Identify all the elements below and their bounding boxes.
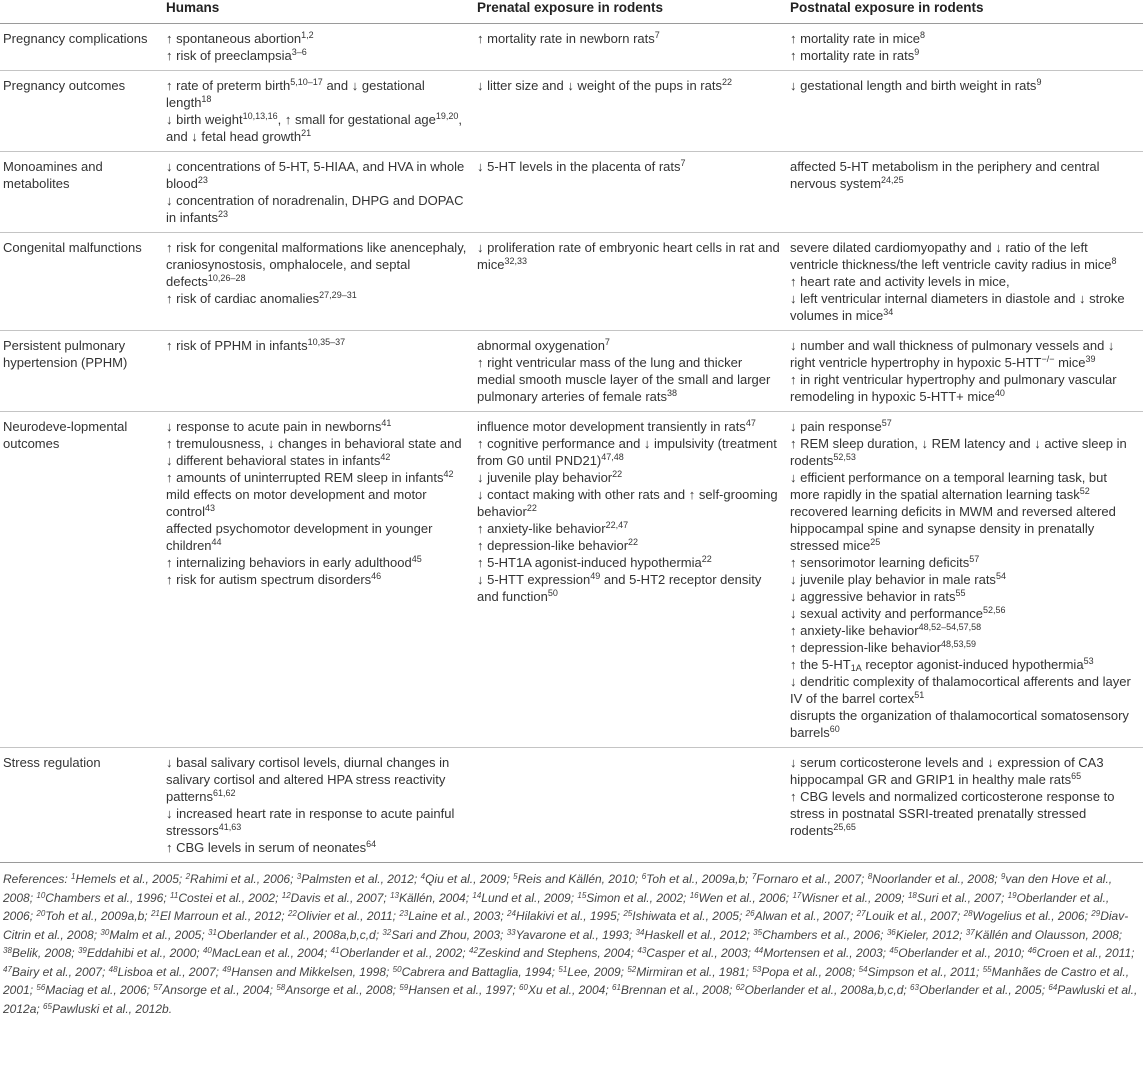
- reference-item: Pawluski et al., 2012b.: [51, 1001, 173, 1016]
- cell-humans: [162, 152, 473, 233]
- reference-item: Simon et al., 2002;: [586, 890, 687, 905]
- table-row: [0, 152, 1143, 233]
- cell-line: ↓ serum corticosterone levels and ↓ expression of CA3 hippocampal GR and GRIP1 in healthy male rats$^{65}$: [790, 755, 1104, 787]
- cell-postnatal: [786, 233, 1143, 331]
- table-row: [0, 233, 1143, 331]
- table-row: [0, 24, 1143, 71]
- cell-postnatal: [786, 24, 1143, 71]
- cell-line: ↑ CBG levels in serum of neonates$^{64}$: [166, 839, 377, 855]
- reference-item: Lee, 2009;: [567, 964, 624, 979]
- row-label: Neurodeve-lopmental outcomes: [0, 412, 162, 748]
- reference-item: Oberlander et al., 2005;: [918, 983, 1046, 997]
- reference-item: Källén, 2004;: [398, 890, 470, 905]
- cell-line: ↑ REM sleep duration, ↓ REM latency and ↓ active sleep in rodents$^{52,53}$: [790, 436, 1127, 468]
- row-label: Pregnancy complications: [0, 24, 162, 71]
- row-label: Pregnancy outcomes: [0, 71, 162, 152]
- cell-line: ↓ basal salivary cortisol levels, diurnal changes in salivary cortisol and altered HPA stress reactivity patterns$^{61,62}$: [166, 755, 450, 804]
- row-label: Monoamines and metabolites: [0, 152, 162, 233]
- cell-line: ↑ risk for congenital malformations like anencephaly, craniosynostosis, omphalocele, and septal defects$^{10,26-28}$: [166, 240, 467, 289]
- reference-item: Xu et al., 2004;: [527, 983, 609, 997]
- cell-line: ↑ risk for autism spectrum disorders$^{46}$: [166, 571, 382, 587]
- reference-item: Simpson et al., 2011;: [867, 964, 980, 979]
- reference-item: Suri et al., 2007;: [916, 890, 1005, 905]
- reference-item: Rahimi et al., 2006;: [190, 872, 294, 886]
- reference-item: Maciag et al., 2006;: [45, 983, 151, 997]
- cell-postnatal: [786, 331, 1143, 412]
- reference-item: Palmsten et al., 2012;: [301, 872, 418, 886]
- cell-prenatal: [473, 71, 786, 152]
- reference-item: Ishiwata et al., 2005;: [632, 909, 743, 923]
- cell-line: ↓ concentrations of 5-HT, 5-HIAA, and HVA in whole blood$^{23}$: [166, 159, 465, 191]
- row-label: Stress regulation: [0, 748, 162, 863]
- cell-line: affected psychomotor development in younger children$^{44}$: [166, 521, 433, 553]
- header-postnatal: Postnatal exposure in rodents: [786, 0, 1143, 24]
- reference-item: Chambers et al., 2006;: [762, 927, 884, 942]
- cell-line: ↓ efficient performance on a temporal learning task, but more rapidly in the spatial alternation learning task$^{52}$: [790, 470, 1107, 502]
- reference-item: Davis et al., 2007;: [290, 890, 387, 905]
- cell-humans: [162, 233, 473, 331]
- cell-line: ↓ sexual activity and performance$^{52,56}$: [790, 605, 1006, 621]
- cell-line: ↓ 5-HTT expression$^{49}$ and 5-HT2 receptor density and function$^{50}$: [477, 571, 762, 604]
- reference-item: Oberlander et al., 2008a,b,c,d;: [216, 927, 380, 942]
- reference-item: Alwan et al., 2007;: [754, 909, 854, 923]
- reference-item: Casper et al., 2003;: [646, 946, 752, 960]
- reference-item: Manhães de Castro et al., 2001;: [3, 964, 1130, 997]
- reference-item: Qiu et al., 2009;: [425, 872, 510, 886]
- cell-line: ↑ mortality rate in mice$^8$: [790, 30, 926, 46]
- cell-line: ↓ juvenile play behavior$^{22}$: [477, 469, 623, 485]
- header-empty: [0, 0, 162, 24]
- cell-line: ↑ CBG levels and normalized corticosterone response to stress in postnatal SSRI-treated prenatally stressed rodents$^{25,65}$: [790, 789, 1115, 838]
- reference-item: Bairy et al., 2007;: [11, 964, 106, 979]
- reference-item: Toh et al., 2009a,b;: [45, 909, 148, 923]
- cell-line: ↑ rate of preterm birth$^{5,10-17}$ and ↓ gestational length$^{18}$: [166, 77, 425, 110]
- reference-item: Sari and Zhou, 2003;: [391, 927, 504, 942]
- cell-line: ↑ sensorimotor learning deficits$^{57}$: [790, 554, 980, 570]
- reference-item: Malm et al., 2005;: [109, 927, 205, 942]
- reference-item: Popa et al., 2008;: [761, 964, 856, 979]
- cell-humans: [162, 71, 473, 152]
- cell-line: ↓ 5-HT levels in the placenta of rats$^7$: [477, 158, 686, 174]
- cell-prenatal: [473, 748, 786, 863]
- cell-line: disrupts the organization of thalamocortical somatosensory barrels$^{60}$: [790, 708, 1129, 740]
- cell-line: recovered learning deficits in MWM and reversed altered hippocampal spine and synapse density in prenatally stressed mice$^{25}$: [790, 504, 1116, 553]
- table-row: [0, 71, 1143, 152]
- reference-item: El Marroun et al., 2012;: [159, 909, 285, 923]
- reference-item: Diav-Citrin et al., 2008;: [3, 909, 1129, 942]
- reference-item: Hansen et al., 1997;: [408, 983, 516, 997]
- reference-item: Fornaro et al., 2007;: [756, 872, 865, 886]
- reference-item: Brennan et al., 2008;: [620, 983, 733, 997]
- cell-line: ↑ risk of preeclampsia$^{3-6}$: [166, 47, 307, 63]
- cell-line: severe dilated cardiomyopathy and ↓ ratio of the left ventricle thickness/the left ventricle cavity radius in mice$^8$: [790, 240, 1117, 272]
- reference-item: Hilakivi et al., 1995;: [515, 909, 620, 923]
- reference-item: Louik et al., 2007;: [865, 909, 961, 923]
- reference-item: Croen et al., 2011;: [1036, 946, 1135, 960]
- reference-item: Hemels et al., 2005;: [75, 872, 183, 886]
- cell-line: ↓ birth weight$^{10,13,16}$, ↑ small for gestational age$^{19,20}$, and ↓ fetal head growth$^{21}$: [166, 111, 463, 144]
- cell-postnatal: [786, 152, 1143, 233]
- cell-line: ↑ internalizing behaviors in early adulthood$^{45}$: [166, 554, 422, 570]
- cell-line: affected 5-HT metabolism in the periphery and central nervous system$^{24,25}$: [790, 159, 1100, 191]
- cell-line: ↑ risk of cardiac anomalies$^{27,29-31}$: [166, 290, 357, 306]
- cell-line: ↓ increased heart rate in response to acute painful stressors$^{41,63}$: [166, 806, 455, 838]
- cell-line: ↑ 5-HT1A agonist-induced hypothermia$^{22}$: [477, 554, 712, 570]
- cell-humans: [162, 24, 473, 71]
- cell-line: ↑ mortality rate in newborn rats$^7$: [477, 30, 660, 46]
- cell-line: ↑ in right ventricular hypertrophy and pulmonary vascular remodeling in hypoxic 5-HTT+ mice$^{40}$: [790, 372, 1117, 404]
- reference-item: Oberlander et al., 2006;: [3, 890, 1110, 923]
- cell-prenatal: [473, 152, 786, 233]
- cell-line: ↓ aggressive behavior in rats$^{55}$: [790, 588, 966, 604]
- reference-item: Yavarone et al., 1993;: [515, 927, 633, 942]
- cell-line: abnormal oxygenation$^7$: [477, 337, 610, 353]
- cell-line: ↑ risk of PPHM in infants$^{10,35-37}$: [166, 337, 346, 353]
- cell-prenatal: [473, 412, 786, 748]
- row-label: Persistent pulmonary hypertension (PPHM): [0, 331, 162, 412]
- reference-item: Wogelius et al., 2006;: [972, 909, 1088, 923]
- cell-line: ↓ response to acute pain in newborns$^{41}$: [166, 418, 392, 434]
- cell-line: ↑ cognitive performance and ↓ impulsivity (treatment from G0 until PND21)$^{47,48}$: [477, 436, 777, 468]
- reference-item: Pawluski et al., 2012a;: [3, 983, 1138, 1016]
- cell-humans: [162, 331, 473, 412]
- reference-item: Mortensen et al., 2003;: [763, 946, 887, 960]
- table-body: [0, 24, 1143, 863]
- reference-item: Laine et al., 2003;: [408, 909, 504, 923]
- cell-line: ↑ anxiety-like behavior$^{48,52-54,57,58}$: [790, 622, 982, 638]
- reference-item: Oberlander et al., 2008a,b,c,d;: [744, 983, 907, 997]
- reference-item: Hansen and Mikkelsen, 1998;: [231, 964, 390, 979]
- reference-item: Olivier et al., 2011;: [296, 909, 396, 923]
- cell-line: influence motor development transiently in rats$^{47}$: [477, 418, 756, 434]
- cell-line: ↓ proliferation rate of embryonic heart cells in rat and mice$^{32,33}$: [477, 240, 780, 272]
- reference-item: Wisner et al., 2009;: [801, 890, 905, 905]
- references-lead: References:: [3, 872, 68, 886]
- reference-item: Costei et al., 2002;: [178, 890, 279, 905]
- cell-line: ↓ dendritic complexity of thalamocortical afferents and layer IV of the barrel cortex$^{51}$: [790, 674, 1131, 706]
- cell-line: ↓ left ventricular internal diameters in diastole and ↓ stroke volumes in mice$^{34}$: [790, 291, 1125, 323]
- cell-line: ↓ litter size and ↓ weight of the pups in rats$^{22}$: [477, 77, 732, 93]
- reference-item: Ansorge et al., 2004;: [162, 983, 274, 997]
- table-row: [0, 412, 1143, 748]
- cell-line: ↑ depression-like behavior$^{48,53,59}$: [790, 639, 977, 655]
- reference-item: Lund et al., 2009;: [481, 890, 575, 905]
- reference-item: Kieler, 2012;: [895, 927, 963, 942]
- cell-line: ↑ depression-like behavior$^{22}$: [477, 537, 639, 553]
- table-row: [0, 748, 1143, 863]
- cell-line: ↑ the $5-HT_{1A}$ receptor agonist-induced hypothermia$^{53}$: [790, 656, 1094, 673]
- cell-postnatal: [786, 412, 1143, 748]
- reference-item: Oberlander et al., 2002;: [339, 946, 466, 960]
- reference-item: Oberlander et al., 2010;: [898, 946, 1025, 960]
- cell-line: ↑ spontaneous abortion$^{1,2}$: [166, 30, 314, 46]
- reference-item: Lisboa et al., 2007;: [117, 964, 219, 979]
- cell-line: ↓ contact making with other rats and ↑ self-grooming behavior$^{22}$: [477, 487, 778, 519]
- cell-line: ↑ amounts of uninterrupted REM sleep in infants$^{42}$: [166, 469, 454, 485]
- table-header-row: [0, 0, 1143, 24]
- cell-prenatal: [473, 24, 786, 71]
- reference-item: MacLean et al., 2004;: [211, 946, 328, 960]
- cell-prenatal: [473, 331, 786, 412]
- cell-humans: [162, 412, 473, 748]
- reference-item: Toh et al., 2009a,b;: [646, 872, 749, 886]
- cell-line: ↑ right ventricular mass of the lung and thicker medial smooth muscle layer of the small and larger pulmonary arteries of female rats$^{38}$: [477, 355, 771, 404]
- cell-line: ↑ anxiety-like behavior$^{22,47}$: [477, 520, 629, 536]
- reference-item: Haskell et al., 2012;: [644, 927, 750, 942]
- cell-line: ↓ concentration of noradrenalin, DHPG and DOPAC in infants$^{23}$: [166, 193, 464, 225]
- reference-item: Ansorge et al., 2008;: [285, 983, 397, 997]
- reference-item: Chambers et al., 1996;: [45, 890, 167, 905]
- table-row: [0, 331, 1143, 412]
- cell-line: ↑ mortality rate in rats$^9$: [790, 47, 920, 63]
- reference-item: Eddahibi et al., 2000;: [86, 946, 200, 960]
- references: References: $^1$Hemels et al., 2005; $^2$Rahimi et al., 2006; $^3$Palmsten et al., 2012; $^4$Qiu et al., 2009; $^5$Reis and Källén, 2010; $^6$Toh et al., 2009a,b; $^7$Fornaro et al., 2007; $^8$Noorlander et al., 2008; $^9$van den Hove et al., 2008; $^{10}$Chambers et al., 1996; $^{11}$Costei et al., 2002; $^{12}$Davis et al., 2007; $^{13}$Källén, 2004; $^{14}$Lund et al., 2009; $^{15}$Simon et al., 2002; $^{16}$Wen et al., 2006; $^{17}$Wisner et al., 2009; $^{18}$Suri et al., 2007; $^{19}$Oberlander et al., 2006; $^{20}$Toh et al., 2009a,b; $^{21}$El Marroun et al., 2012; $^{22}$Olivier et al., 2011; $^{23}$Laine et al., 2003; $^{24}$Hilakivi et al., 1995; $^{25}$Ishiwata et al., 2005; $^{26}$Alwan et al., 2007; $^{27}$Louik et al., 2007; $^{28}$Wogelius et al., 2006; $^{29}$Diav-Citrin et al., 2008; $^{30}$Malm et al., 2005; $^{31}$Oberlander et al., 2008a,b,c,d; $^{32}$Sari and Zhou, 2003; $^{33}$Yavarone et al., 1993; $^{34}$Haskell et al., 2012; $^{35}$Chambers et al., 2006; $^{36}$Kieler, 2012; $^{37}$Källén and Olausson, 2008; $^{38}$Belik, 2008; $^{39}$Eddahibi et al., 2000; $^{40}$MacLean et al., 2004; $^{41}$Oberlander et al., 2002; $^{42}$Zeskind and Stephens, 2004; $^{43}$Casper et al., 2003; $^{44}$Mortensen et al., 2003; $^{45}$Oberlander et al., 2010; $^{46}$Croen et al., 2011; $^{47}$Bairy et al., 2007; $^{48}$Lisboa et al., 2007; $^{49}$Hansen and Mikkelsen, 1998; $^{50}$Cabrera and Battaglia, 1994; $^{51}$Lee, 2009; $^{52}$Mirmiran et al., 1981; $^{53}$Popa et al., 2008; $^{54}$Simpson et al., 2011; $^{55}$Manhães de Castro et al., 2001; $^{56}$Maciag et al., 2006; $^{57}$Ansorge et al., 2004; $^{58}$Ansorge et al., 2008; $^{59}$Hansen et al., 1997; $^{60}$Xu et al., 2004; $^{61}$Brennan et al., 2008; $^{62}$Oberlander et al., 2008a,b,c,d; $^{63}$Oberlander et al., 2005; $^{64}$Pawluski et al., 2012a; $^{65}$Pawluski et al., 2012b.: [3, 872, 1138, 1016]
- cell-humans: [162, 748, 473, 863]
- cell-line: ↓ juvenile play behavior in male rats$^{54}$: [790, 571, 1006, 587]
- cell-line: ↓ number and wall thickness of pulmonary vessels and ↓ right ventricle hypertrophy in hypoxic 5-HTT−/− mice$^{39}$: [790, 338, 1115, 370]
- reference-item: Mirmiran et al., 1981;: [636, 964, 749, 979]
- reference-item: van den Hove et al., 2008;: [3, 872, 1113, 905]
- reference-item: Cabrera and Battaglia, 1994;: [401, 964, 556, 979]
- reference-item: Källén and Olausson, 2008;: [974, 927, 1123, 942]
- cell-postnatal: [786, 71, 1143, 152]
- cell-line: mild effects on motor development and motor control$^{43}$: [166, 487, 427, 519]
- cell-prenatal: [473, 233, 786, 331]
- reference-item: Belik, 2008;: [11, 946, 75, 960]
- header-humans: Humans: [162, 0, 473, 24]
- header-prenatal: Prenatal exposure in rodents: [473, 0, 786, 24]
- cell-line: ↓ gestational length and birth weight in rats$^9$: [790, 77, 1042, 93]
- reference-item: Noorlander et al., 2008;: [872, 872, 998, 886]
- cell-line: ↑ tremulousness, ↓ changes in behavioral state and ↓ different behavioral states in infants$^{42}$: [166, 436, 462, 468]
- row-label: Congenital malfunctions: [0, 233, 162, 331]
- cell-postnatal: [786, 748, 1143, 863]
- reference-item: Reis and Källén, 2010;: [517, 872, 639, 886]
- reference-item: Wen et al., 2006;: [698, 890, 790, 905]
- reference-item: Zeskind and Stephens, 2004;: [477, 946, 635, 960]
- cell-line: ↓ pain response$^{57}$: [790, 418, 892, 434]
- cell-line: ↑ heart rate and activity levels in mice,: [790, 274, 1010, 289]
